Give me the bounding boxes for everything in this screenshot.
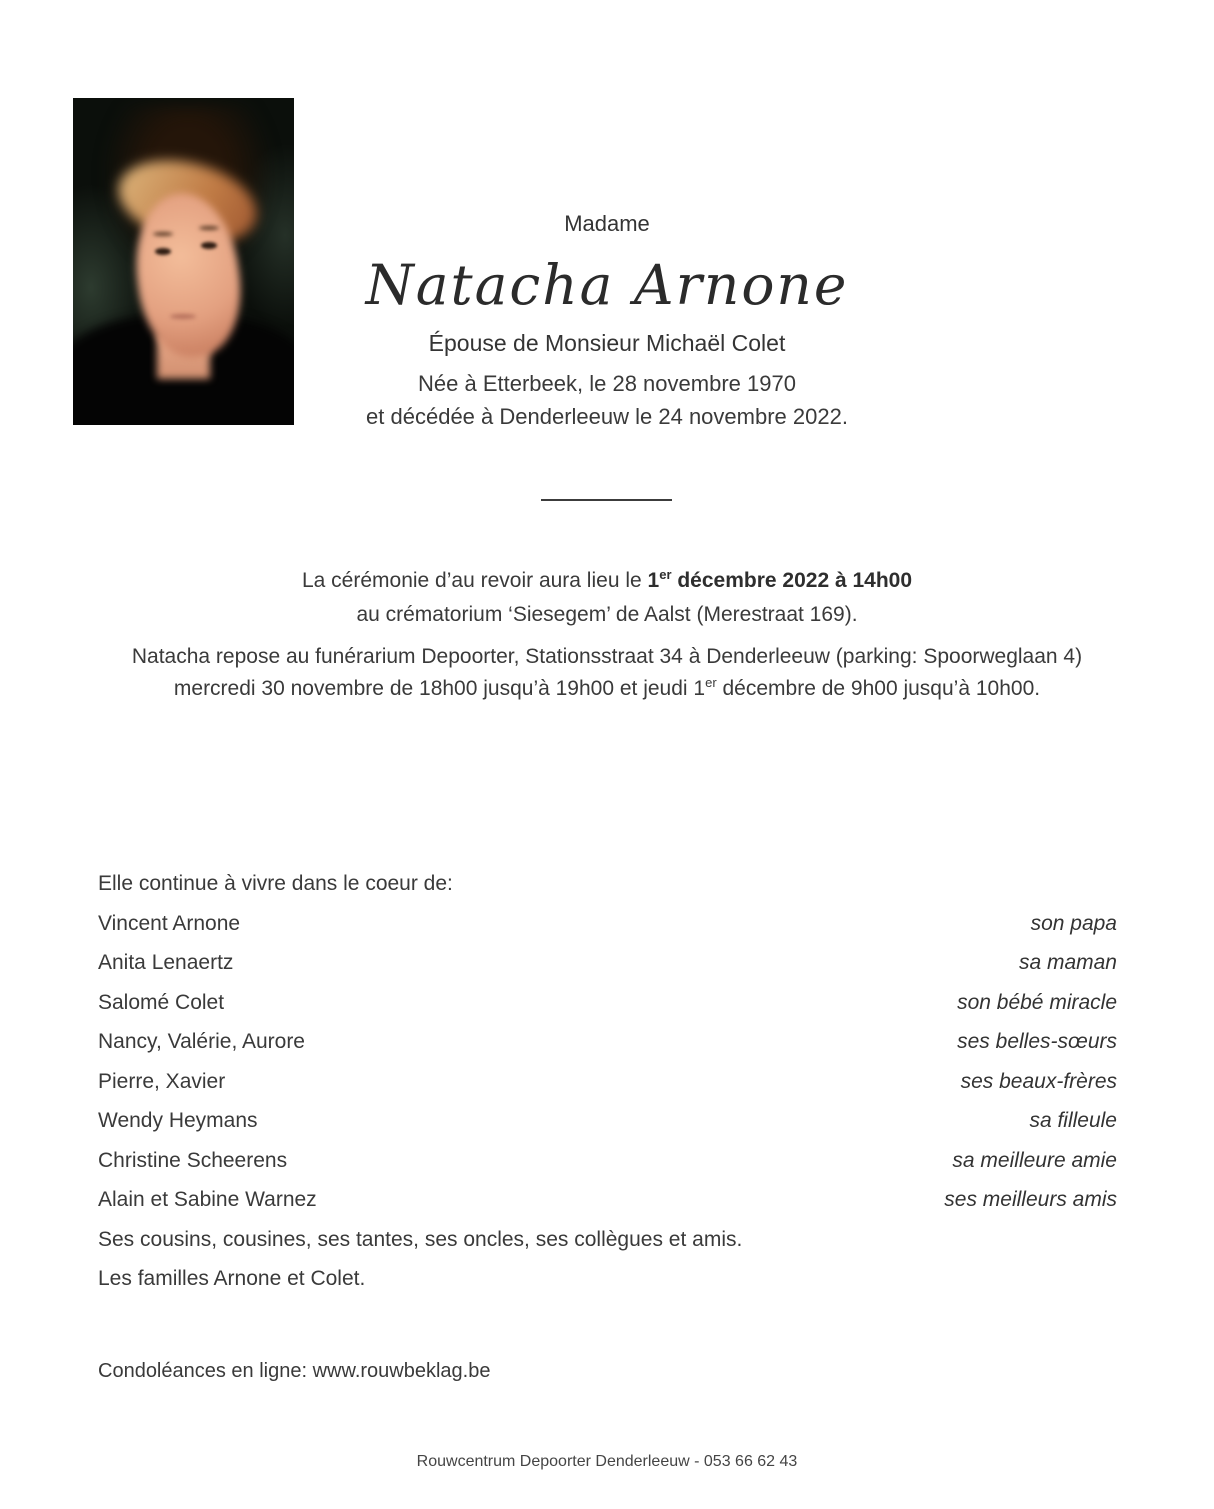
birth-line: Née à Etterbeek, le 28 novembre 1970 bbox=[418, 371, 796, 396]
closing-line: Ses cousins, cousines, ses tantes, ses oncles, ses collègues et amis. bbox=[98, 1227, 743, 1251]
memorial-section bbox=[98, 864, 1117, 1299]
ceremony-date-ordinal: er bbox=[659, 567, 672, 582]
memorial-entry bbox=[98, 1062, 1117, 1102]
entry-name: Anita Lenaertz bbox=[98, 951, 234, 974]
condolences-line: Condoléances en ligne: www.rouwbeklag.be bbox=[98, 1360, 491, 1382]
repose-date-ordinal: er bbox=[705, 675, 717, 690]
memorial-entry bbox=[98, 1180, 1117, 1220]
entry-name: Pierre, Xavier bbox=[98, 1069, 226, 1093]
entry-relation: ses meilleurs amis bbox=[944, 1188, 1117, 1211]
section-divider bbox=[541, 499, 672, 501]
memorial-entry bbox=[98, 1022, 1117, 1062]
memorial-entry bbox=[98, 904, 1117, 944]
repose-line-2-start: mercredi 30 novembre de 18h00 jusqu’à 19h00 et jeudi 1 bbox=[173, 677, 706, 700]
entry-name: Salomé Colet bbox=[98, 990, 225, 1014]
ceremony-date-number: 1 bbox=[647, 569, 660, 592]
entry-relation: ses beaux-frères bbox=[960, 1069, 1117, 1093]
ceremony-line-2: au crématorium ‘Siesegem’ de Aalst (Merestraat 169). bbox=[356, 603, 858, 626]
entry-relation: sa maman bbox=[1018, 951, 1117, 974]
spouse-line: Épouse de Monsieur Michaël Colet bbox=[428, 330, 786, 356]
footer-line: Rouwcentrum Depoorter Denderleeuw - 053 66 62 43 bbox=[416, 1453, 798, 1470]
memorial-entry bbox=[98, 943, 1117, 983]
entry-relation: son bébé miracle bbox=[957, 990, 1117, 1014]
entry-name: Vincent Arnone bbox=[98, 911, 241, 935]
entry-name: Alain et Sabine Warnez bbox=[98, 1188, 317, 1211]
memorial-entry bbox=[98, 983, 1117, 1023]
entry-name: Nancy, Valérie, Aurore bbox=[98, 1030, 305, 1053]
memorial-entry bbox=[98, 1101, 1117, 1141]
repose-line-1: Natacha repose au funérarium Depoorter, Stationsstraat 34 à Denderleeuw (parking: Spoorweglaan 4) bbox=[131, 645, 1083, 668]
repose-line-2 bbox=[0, 676, 1214, 702]
entry-relation: ses belles-sœurs bbox=[957, 1030, 1117, 1053]
repose-line-2-end: décembre de 9h00 jusqu’à 10h00. bbox=[716, 677, 1041, 700]
death-line: et décédée à Denderleeuw le 24 novembre 2022. bbox=[366, 404, 848, 429]
ceremony-line-1 bbox=[0, 568, 1214, 594]
closing-line: Les familles Arnone et Colet. bbox=[98, 1267, 366, 1290]
entry-relation: son papa bbox=[1030, 911, 1117, 935]
entry-relation: sa filleule bbox=[1029, 1109, 1117, 1132]
entry-relation: sa meilleure amie bbox=[952, 1148, 1117, 1172]
entry-name: Christine Scheerens bbox=[98, 1148, 288, 1172]
memorial-entry bbox=[98, 1141, 1117, 1181]
ceremony-line-1-normal: La cérémonie d’au revoir aura lieu le bbox=[301, 569, 648, 592]
salutation-text: Madame bbox=[564, 211, 650, 236]
memorial-heading: Elle continue à vivre dans le coeur de: bbox=[98, 872, 453, 895]
deceased-name: Natacha Arnone bbox=[365, 253, 849, 317]
entry-name: Wendy Heymans bbox=[98, 1109, 258, 1132]
ceremony-date-rest: décembre 2022 à 14h00 bbox=[671, 569, 913, 592]
